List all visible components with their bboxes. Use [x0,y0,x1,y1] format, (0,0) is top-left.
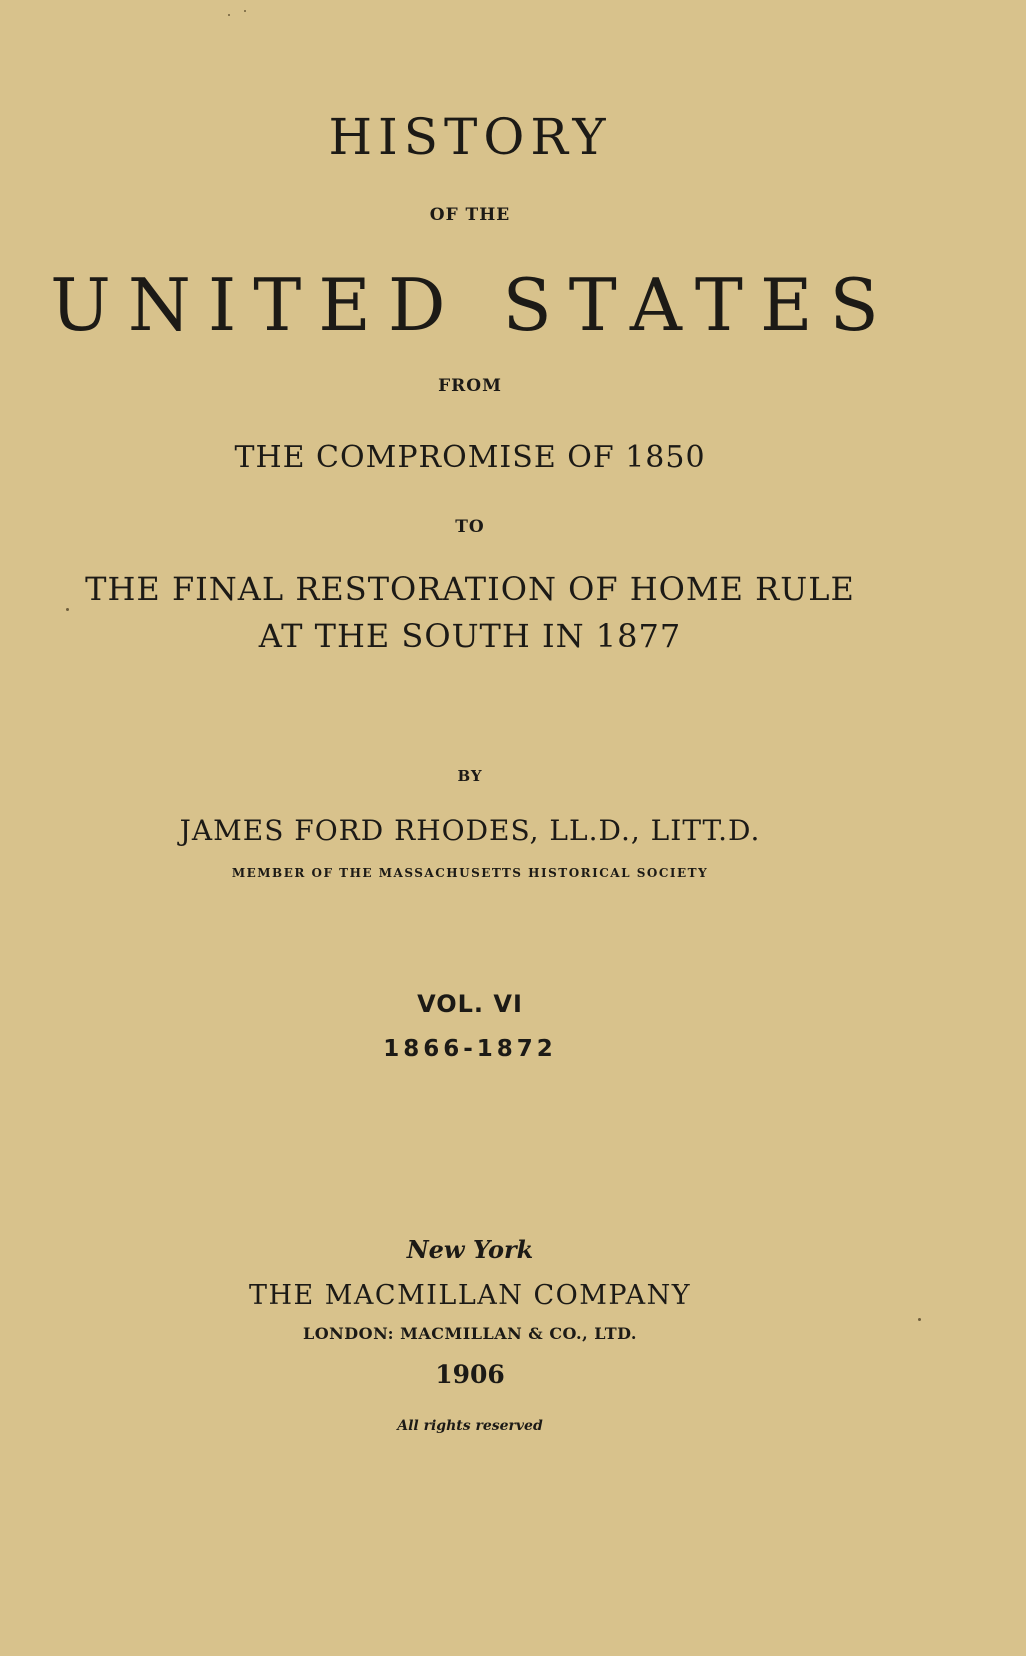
paper-speck [66,608,69,611]
author-society: MEMBER OF THE MASSACHUSETTS HISTORICAL SOCIETY [231,866,709,880]
subtitle-to: TO [455,517,485,537]
volume-years: 1866-1872 [383,1036,557,1062]
paper-speck [228,14,230,16]
paper-speck [244,10,246,12]
subtitle-final-line-2: AT THE SOUTH IN 1877 [258,617,682,655]
title-history: HISTORY [328,108,612,166]
publication-year: 1906 [435,1360,505,1389]
publisher-name: THE MACMILLAN COMPANY [248,1280,692,1311]
author-name: JAMES FORD RHODES, LL.D., LITT.D. [179,814,761,847]
title-of-the: OF THE [429,205,511,225]
publisher-place: New York [406,1235,534,1264]
subtitle-from: FROM [438,376,502,396]
volume-label: VOL. VI [417,990,523,1018]
byline-by: BY [457,767,483,785]
subtitle-final-line-1: THE FINAL RESTORATION OF HOME RULE [85,570,855,608]
publisher-london: LONDON: MACMILLAN & CO., LTD. [302,1324,637,1343]
paper-speck [918,1318,921,1321]
subtitle-compromise: THE COMPROMISE OF 1850 [234,440,706,475]
rights-notice: All rights reserved [397,1418,543,1434]
title-united-states: UNITED STATES [50,263,896,347]
